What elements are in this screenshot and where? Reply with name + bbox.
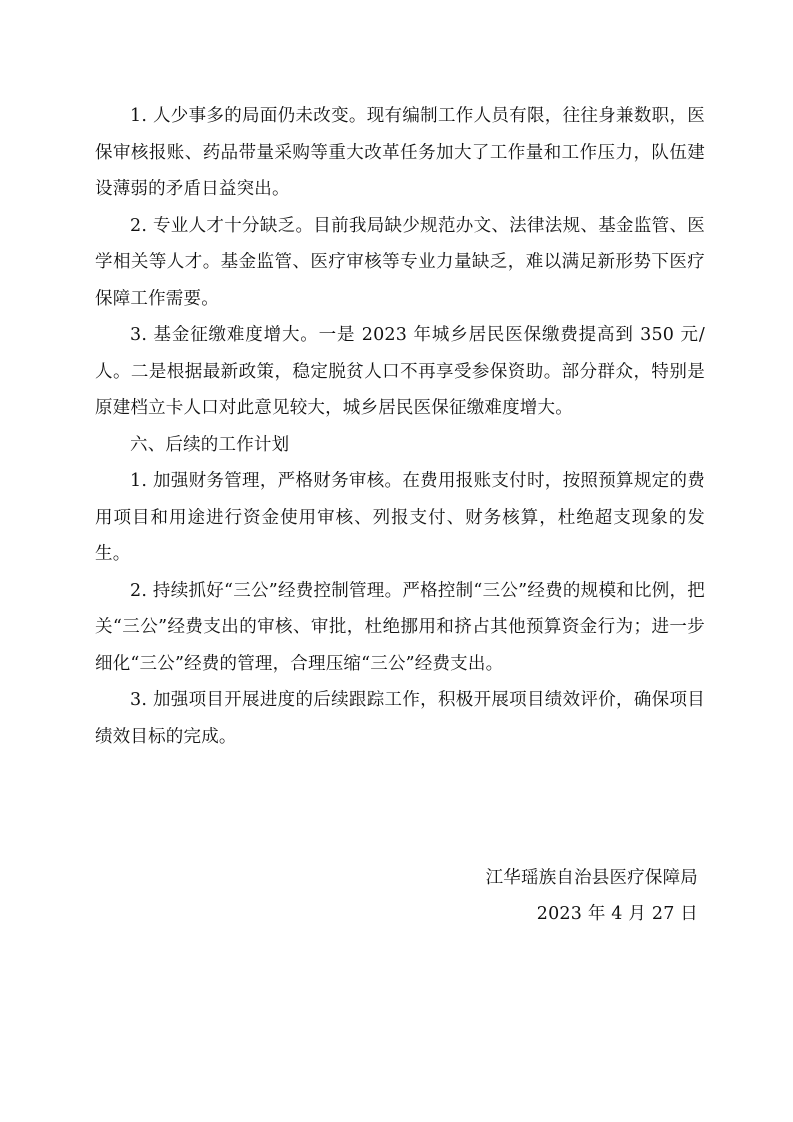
signature-organization: 江华瑶族自治县医疗保障局 xyxy=(485,868,698,888)
section6-item-1: 1. 加强财务管理，严格财务审核。在费用报账支付时，按照预算规定的费用项目和用途进行资金使用审核、列报支付、财务核算，杜绝超支现象的发生。 xyxy=(95,471,705,564)
section6-heading: 六、后续的工作计划 xyxy=(130,434,290,455)
signature-block xyxy=(486,860,698,932)
section6-item-3: 3. 加强项目开展进度的后续跟踪工作，积极开展项目绩效评价，确保项目绩效目标的完成。 xyxy=(95,690,705,747)
section5-item-1: 1. 人少事多的局面仍未改变。现有编制工作人员有限，往往身兼数职，医保审核报账、药品带量采购等重大改革任务加大了工作量和工作压力，队伍建设薄弱的矛盾日益突出。 xyxy=(95,106,705,199)
section6-item-2: 2. 持续抓好“三公”经费控制管理。严格控制“三公”经费的规模和比例，把关“三公”经费支出的审核、审批，杜绝挪用和挤占其他预算资金行为；进一步细化“三公”经费的管理，合理压缩“三公”经费支出。 xyxy=(95,580,705,674)
section5-item-3: 3. 基金征缴难度增大。一是 2023 年城乡居民医保缴费提高到 350 元/人。二是根据最新政策，稳定脱贫人口不再享受参保资助。部分群众，特别是原建档立卡人口对此意见较大，城乡居民医保征缴难度增大。 xyxy=(95,325,705,418)
signature-date: 2023 年 4 月 27 日 xyxy=(536,904,698,924)
section5-item-2: 2. 专业人才十分缺乏。目前我局缺少规范办文、法律法规、基金监管、医学相关等人才。基金监管、医疗审核等专业力量缺乏，难以满足新形势下医疗保障工作需要。 xyxy=(95,215,705,309)
document-body xyxy=(95,98,705,755)
